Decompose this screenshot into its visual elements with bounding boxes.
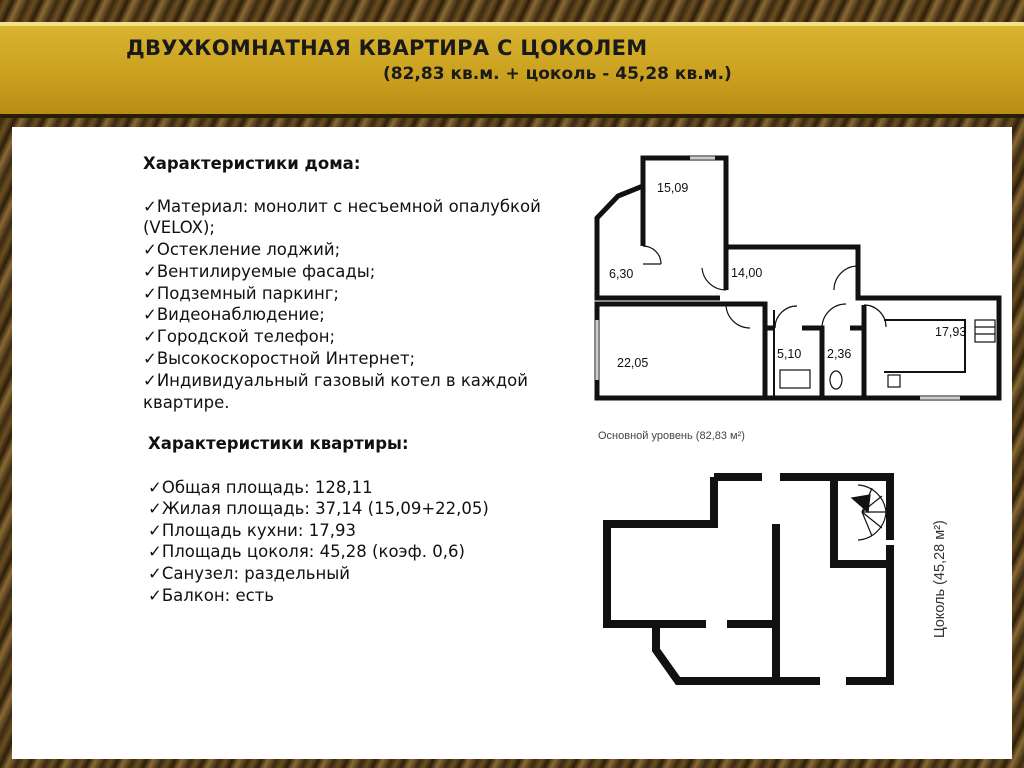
house-item: ✓Видеонаблюдение; xyxy=(143,305,325,324)
house-item: ✓Индивидуальный газовый котел в каждой xyxy=(143,371,528,390)
room-area-label: 17,93 xyxy=(935,325,967,339)
room-area-label: 15,09 xyxy=(657,181,689,195)
house-item: ✓Материал: монолит с несъемной опалубкой xyxy=(143,197,541,216)
apartment-item: ✓Санузел: раздельный xyxy=(148,564,351,583)
apartment-heading: Характеристики квартиры: xyxy=(148,434,409,453)
apartment-item: ✓Жилая площадь: 37,14 (15,09+22,05) xyxy=(148,499,489,518)
room-area-label: 2,36 xyxy=(827,347,852,361)
room-area-label: 14,00 xyxy=(731,266,763,280)
house-item: квартире. xyxy=(143,393,230,412)
house-item: ✓Городской телефон; xyxy=(143,327,336,346)
apartment-item: ✓Площадь кухни: 17,93 xyxy=(148,521,356,540)
house-item: ✓Остекление лоджий; xyxy=(143,240,341,259)
house-heading: Характеристики дома: xyxy=(143,154,361,173)
basement-plan-caption: Цоколь (45,28 м²) xyxy=(932,520,948,638)
main-plan-caption: Основной уровень (82,83 м²) xyxy=(598,430,745,442)
apartment-item: ✓Балкон: есть xyxy=(148,586,275,605)
house-item: ✓Высокоскоростной Интернет; xyxy=(143,349,416,368)
page-subtitle: (82,83 кв.м. + цоколь - 45,28 кв.м.) xyxy=(383,64,732,84)
room-area-label: 5,10 xyxy=(777,347,802,361)
house-item: ✓Вентилируемые фасады; xyxy=(143,262,376,281)
house-item: ✓Подземный паркинг; xyxy=(143,284,339,303)
room-area-label: 22,05 xyxy=(617,356,649,370)
room-area-label: 6,30 xyxy=(609,267,634,281)
house-item: (VELOX); xyxy=(143,218,215,237)
apartment-item: ✓Общая площадь: 128,11 xyxy=(148,478,373,497)
apartment-item: ✓Площадь цоколя: 45,28 (коэф. 0,6) xyxy=(148,542,465,561)
page-title: ДВУХКОМНАТНАЯ КВАРТИРА С ЦОКОЛЕМ xyxy=(126,36,648,60)
